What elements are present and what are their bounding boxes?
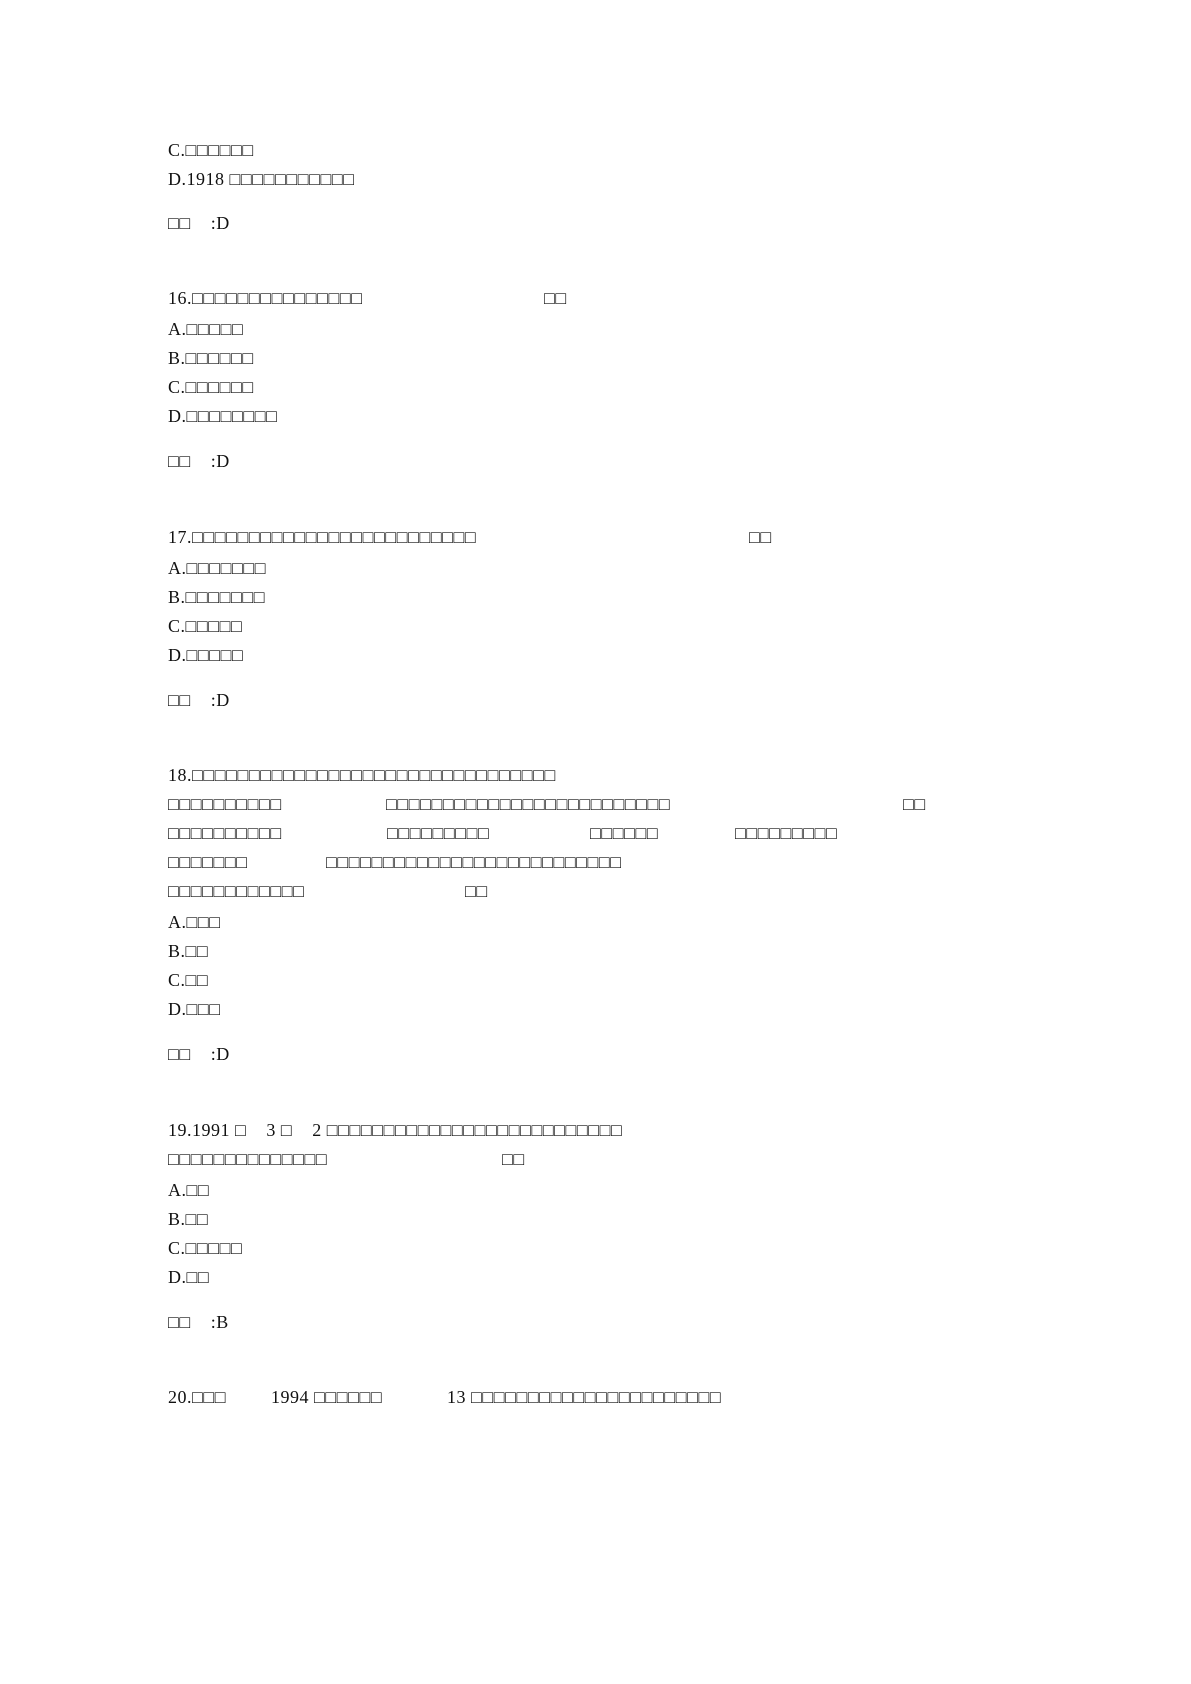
question-16-option-a: A.□□□□□: [168, 319, 244, 339]
question-19-option-c: C.□□□□□: [168, 1238, 243, 1258]
question-16-stem: 16.□□□□□□□□□□□□□□□: [168, 288, 363, 308]
question-16-answer: □□ :D: [168, 451, 230, 471]
option-c: C.□□□□□□: [168, 140, 254, 160]
question-18-stem-line-3c: □□□□□□: [590, 823, 659, 843]
question-17-option-c: C.□□□□□: [168, 616, 243, 636]
question-19-answer: □□ :B: [168, 1312, 229, 1332]
question-16-option-c: C.□□□□□□: [168, 377, 254, 397]
question-18-stem-line-4a: □□□□□□□: [168, 852, 248, 872]
question-18-stem-line-4b: □□□□□□□□□□□□□□□□□□□□□□□□□□: [326, 852, 622, 872]
question-20-stem-part-2: 1994 □□□□□□: [271, 1387, 383, 1407]
question-19-bracket: □□: [502, 1149, 525, 1169]
question-17-stem: 17.□□□□□□□□□□□□□□□□□□□□□□□□□: [168, 527, 477, 547]
question-20-stem-part-3: 13 □□□□□□□□□□□□□□□□□□□□□□: [447, 1387, 722, 1407]
question-19-option-b: B.□□: [168, 1209, 209, 1229]
question-20-stem-part-1: 20.□□□: [168, 1387, 227, 1407]
question-18-stem-line-5b: □□: [465, 881, 488, 901]
question-18-stem-line-2a: □□□□□□□□□□: [168, 794, 282, 814]
question-18-stem-line-3b: □□□□□□□□□: [387, 823, 490, 843]
question-17-option-b: B.□□□□□□□: [168, 587, 266, 607]
question-16-option-b: B.□□□□□□: [168, 348, 254, 368]
question-18-answer: □□ :D: [168, 1044, 230, 1064]
question-19-option-d: D.□□: [168, 1267, 210, 1287]
question-18-stem-line-2b: □□□□□□□□□□□□□□□□□□□□□□□□□: [386, 794, 671, 814]
question-18-option-b: B.□□: [168, 941, 209, 961]
question-16-option-d: D.□□□□□□□□: [168, 406, 278, 426]
question-18-option-d: D.□□□: [168, 999, 221, 1019]
question-18-stem-line-5a: □□□□□□□□□□□□: [168, 881, 305, 901]
option-d: D.1918 □□□□□□□□□□□: [168, 169, 355, 189]
question-17-option-a: A.□□□□□□□: [168, 558, 267, 578]
question-18-stem-line-1: 18.□□□□□□□□□□□□□□□□□□□□□□□□□□□□□□□□: [168, 765, 556, 785]
question-16-bracket: □□: [544, 288, 567, 308]
question-17-answer: □□ :D: [168, 690, 230, 710]
answer-line: □□ :D: [168, 213, 230, 233]
question-18-stem-line-3d: □□□□□□□□□: [735, 823, 838, 843]
question-19-stem-line-1: 19.1991 □ 3 □ 2 □□□□□□□□□□□□□□□□□□□□□□□□□□: [168, 1120, 623, 1140]
question-18-option-c: C.□□: [168, 970, 209, 990]
question-18-option-a: A.□□□: [168, 912, 221, 932]
question-18-bracket: □□: [903, 794, 926, 814]
question-18-stem-line-3a: □□□□□□□□□□: [168, 823, 282, 843]
question-19-option-a: A.□□: [168, 1180, 210, 1200]
question-17-option-d: D.□□□□□: [168, 645, 244, 665]
question-19-stem-line-2: □□□□□□□□□□□□□□: [168, 1149, 328, 1169]
question-17-bracket: □□: [749, 527, 772, 547]
